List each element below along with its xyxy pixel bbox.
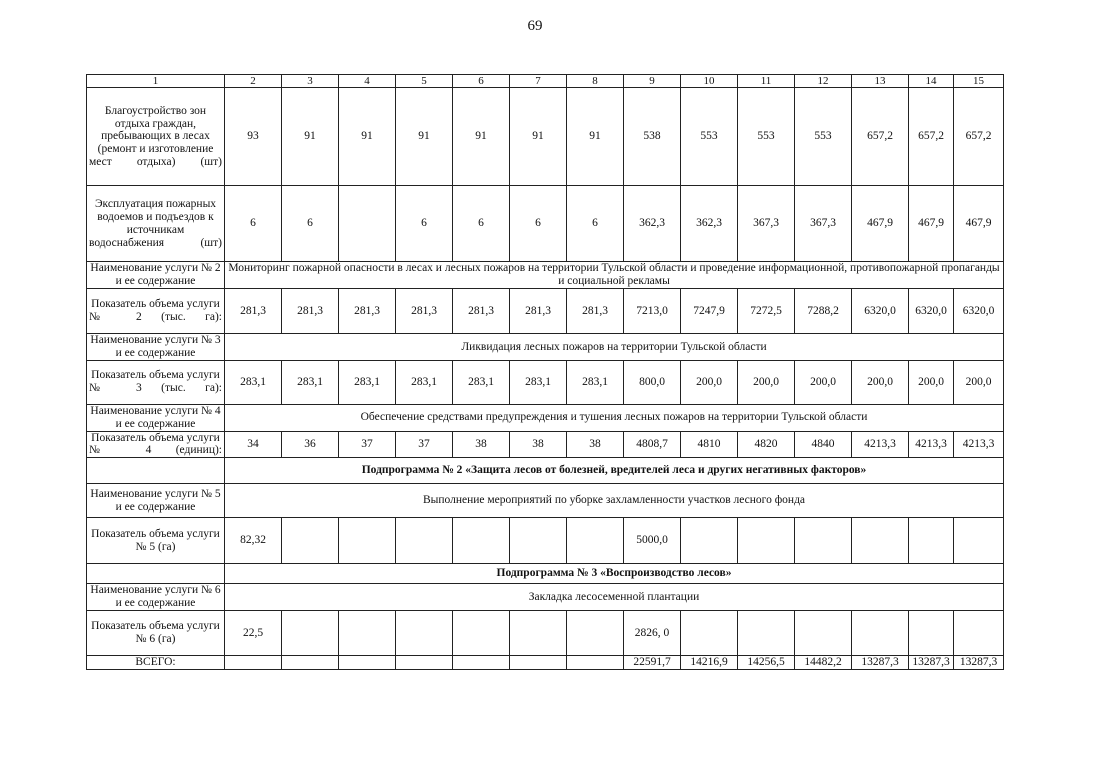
header-cell: 2 [225,75,282,88]
indicator-row-total [87,656,1004,670]
subprogram-row [87,458,1004,484]
value-cell [225,656,282,670]
value-cell: 13287,3 [954,656,1004,670]
header-cell: 6 [453,75,510,88]
row-label: Благоустройство зон отдыха граждан, пребывающих в лесах (ремонт и изготовление мест отдыха) (шт) [87,88,225,186]
value-cell: 91 [282,88,339,186]
header-cell: 7 [510,75,567,88]
header-cell: 15 [954,75,1004,88]
service-label: Наименование услуги № 2 и ее содержание [87,262,225,289]
value-cell: 22,5 [225,611,282,656]
value-cell: 4213,3 [954,431,1004,458]
value-cell [954,611,1004,656]
value-cell: 281,3 [225,289,282,334]
header-cell: 14 [909,75,954,88]
value-cell: 4820 [738,431,795,458]
value-cell: 6 [396,186,453,262]
value-cell [795,518,852,564]
empty-cell [87,458,225,484]
value-cell: 7272,5 [738,289,795,334]
value-cell: 7247,9 [681,289,738,334]
value-cell [738,611,795,656]
value-cell: 6 [567,186,624,262]
value-cell [453,611,510,656]
value-cell: 657,2 [909,88,954,186]
indicator-row-ind3 [87,360,1004,404]
header-cell: 3 [282,75,339,88]
value-cell [510,656,567,670]
value-cell [282,611,339,656]
header-cell: 1 [87,75,225,88]
value-cell [453,656,510,670]
value-cell [795,611,852,656]
value-cell: 14216,9 [681,656,738,670]
value-cell: 38 [567,431,624,458]
value-cell: 38 [453,431,510,458]
services-table [86,74,1004,670]
service-row-svc5 [87,484,1004,518]
value-cell: 13287,3 [852,656,909,670]
value-cell: 5000,0 [624,518,681,564]
value-cell [567,656,624,670]
value-cell: 7213,0 [624,289,681,334]
value-cell: 6 [225,186,282,262]
value-cell: 14256,5 [738,656,795,670]
value-cell: 6 [453,186,510,262]
service-description: Закладка лесосеменной плантации [225,584,1004,611]
value-cell: 367,3 [795,186,852,262]
value-cell: 4808,7 [624,431,681,458]
header-cell: 13 [852,75,909,88]
value-cell: 281,3 [567,289,624,334]
row-label: Показатель объема услуги № 3 (тыс. га): [87,360,225,404]
value-cell: 553 [795,88,852,186]
value-cell: 7288,2 [795,289,852,334]
value-cell: 281,3 [339,289,396,334]
value-cell: 37 [396,431,453,458]
value-cell [909,518,954,564]
header-row [87,75,1004,88]
value-cell: 200,0 [738,360,795,404]
service-row-svc4 [87,404,1004,431]
value-cell: 200,0 [852,360,909,404]
subprogram-title: Подпрограмма № 2 «Защита лесов от болезней, вредителей леса и других негативных факторов» [225,458,1004,484]
row-label: Показатель объема услуги № 6 (га) [87,611,225,656]
row-label: ВСЕГО: [87,656,225,670]
value-cell [396,656,453,670]
value-cell: 553 [738,88,795,186]
value-cell [453,518,510,564]
service-label: Наименование услуги № 3 и ее содержание [87,334,225,361]
header-cell: 11 [738,75,795,88]
row-label: Показатель объема услуги № 4 (единиц): [87,431,225,458]
value-cell [339,518,396,564]
header-cell: 8 [567,75,624,88]
value-cell [339,611,396,656]
value-cell: 14482,2 [795,656,852,670]
value-cell: 6 [282,186,339,262]
header-cell: 5 [396,75,453,88]
value-cell [510,518,567,564]
value-cell: 362,3 [681,186,738,262]
value-cell: 36 [282,431,339,458]
value-cell [510,611,567,656]
row-label: Показатель объема услуги № 5 (га) [87,518,225,564]
value-cell: 6320,0 [954,289,1004,334]
value-cell: 22591,7 [624,656,681,670]
page-number: 69 [527,18,543,34]
value-cell: 283,1 [567,360,624,404]
value-cell: 467,9 [852,186,909,262]
value-cell [852,518,909,564]
row-label: Показатель объема услуги № 2 (тыс. га): [87,289,225,334]
value-cell: 800,0 [624,360,681,404]
value-cell [909,611,954,656]
value-cell [681,611,738,656]
value-cell: 6320,0 [909,289,954,334]
value-cell: 91 [453,88,510,186]
value-cell: 553 [681,88,738,186]
value-cell: 34 [225,431,282,458]
value-cell: 91 [510,88,567,186]
value-cell: 82,32 [225,518,282,564]
value-cell: 657,2 [954,88,1004,186]
value-cell: 281,3 [510,289,567,334]
value-cell: 91 [567,88,624,186]
service-label: Наименование услуги № 5 и ее содержание [87,484,225,518]
value-cell: 13287,3 [909,656,954,670]
value-cell: 4840 [795,431,852,458]
service-row-svc3 [87,334,1004,361]
value-cell: 283,1 [225,360,282,404]
value-cell [396,518,453,564]
value-cell: 38 [510,431,567,458]
value-cell: 281,3 [453,289,510,334]
indicator-row-ind5 [87,518,1004,564]
value-cell: 200,0 [795,360,852,404]
value-cell: 91 [396,88,453,186]
indicator-row-ind6 [87,611,1004,656]
value-cell: 6 [510,186,567,262]
value-cell: 657,2 [852,88,909,186]
value-cell: 283,1 [453,360,510,404]
value-cell: 281,3 [282,289,339,334]
header-cell: 4 [339,75,396,88]
service-description: Выполнение мероприятий по уборке захламленности участков лесного фонда [225,484,1004,518]
value-cell [282,518,339,564]
value-cell [681,518,738,564]
value-cell: 93 [225,88,282,186]
value-cell: 367,3 [738,186,795,262]
value-cell [567,611,624,656]
value-cell [852,611,909,656]
value-cell: 4810 [681,431,738,458]
value-cell: 281,3 [396,289,453,334]
empty-cell [87,564,225,584]
value-cell [339,186,396,262]
value-cell: 283,1 [396,360,453,404]
service-label: Наименование услуги № 4 и ее содержание [87,404,225,431]
value-cell: 467,9 [909,186,954,262]
value-cell: 4213,3 [909,431,954,458]
indicator-row-r1 [87,88,1004,186]
value-cell: 362,3 [624,186,681,262]
service-row-svc6 [87,584,1004,611]
header-cell: 9 [624,75,681,88]
value-cell: 467,9 [954,186,1004,262]
value-cell: 91 [339,88,396,186]
service-description: Обеспечение средствами предупреждения и тушения лесных пожаров на территории Тульской области [225,404,1004,431]
subprogram-title: Подпрограмма № 3 «Воспроизводство лесов» [225,564,1004,584]
service-description: Ликвидация лесных пожаров на территории Тульской области [225,334,1004,361]
service-row-svc2 [87,262,1004,289]
value-cell: 200,0 [909,360,954,404]
service-label: Наименование услуги № 6 и ее содержание [87,584,225,611]
value-cell: 2826, 0 [624,611,681,656]
value-cell: 200,0 [954,360,1004,404]
indicator-row-ind2 [87,289,1004,334]
value-cell [339,656,396,670]
value-cell: 283,1 [339,360,396,404]
header-cell: 12 [795,75,852,88]
indicator-row-r2 [87,186,1004,262]
value-cell: 4213,3 [852,431,909,458]
value-cell: 200,0 [681,360,738,404]
value-cell: 6320,0 [852,289,909,334]
indicator-row-ind4 [87,431,1004,458]
value-cell [738,518,795,564]
subprogram-row [87,564,1004,584]
service-description: Мониторинг пожарной опасности в лесах и лесных пожаров на территории Тульской области и проведение информационной, противопожарной пропаганды и социальной рекламы [225,262,1004,289]
value-cell [396,611,453,656]
value-cell [954,518,1004,564]
value-cell [567,518,624,564]
value-cell [282,656,339,670]
row-label: Эксплуатация пожарных водоемов и подъездов к источникам водоснабжения (шт) [87,186,225,262]
header-cell: 10 [681,75,738,88]
value-cell: 283,1 [282,360,339,404]
value-cell: 283,1 [510,360,567,404]
value-cell: 538 [624,88,681,186]
value-cell: 37 [339,431,396,458]
